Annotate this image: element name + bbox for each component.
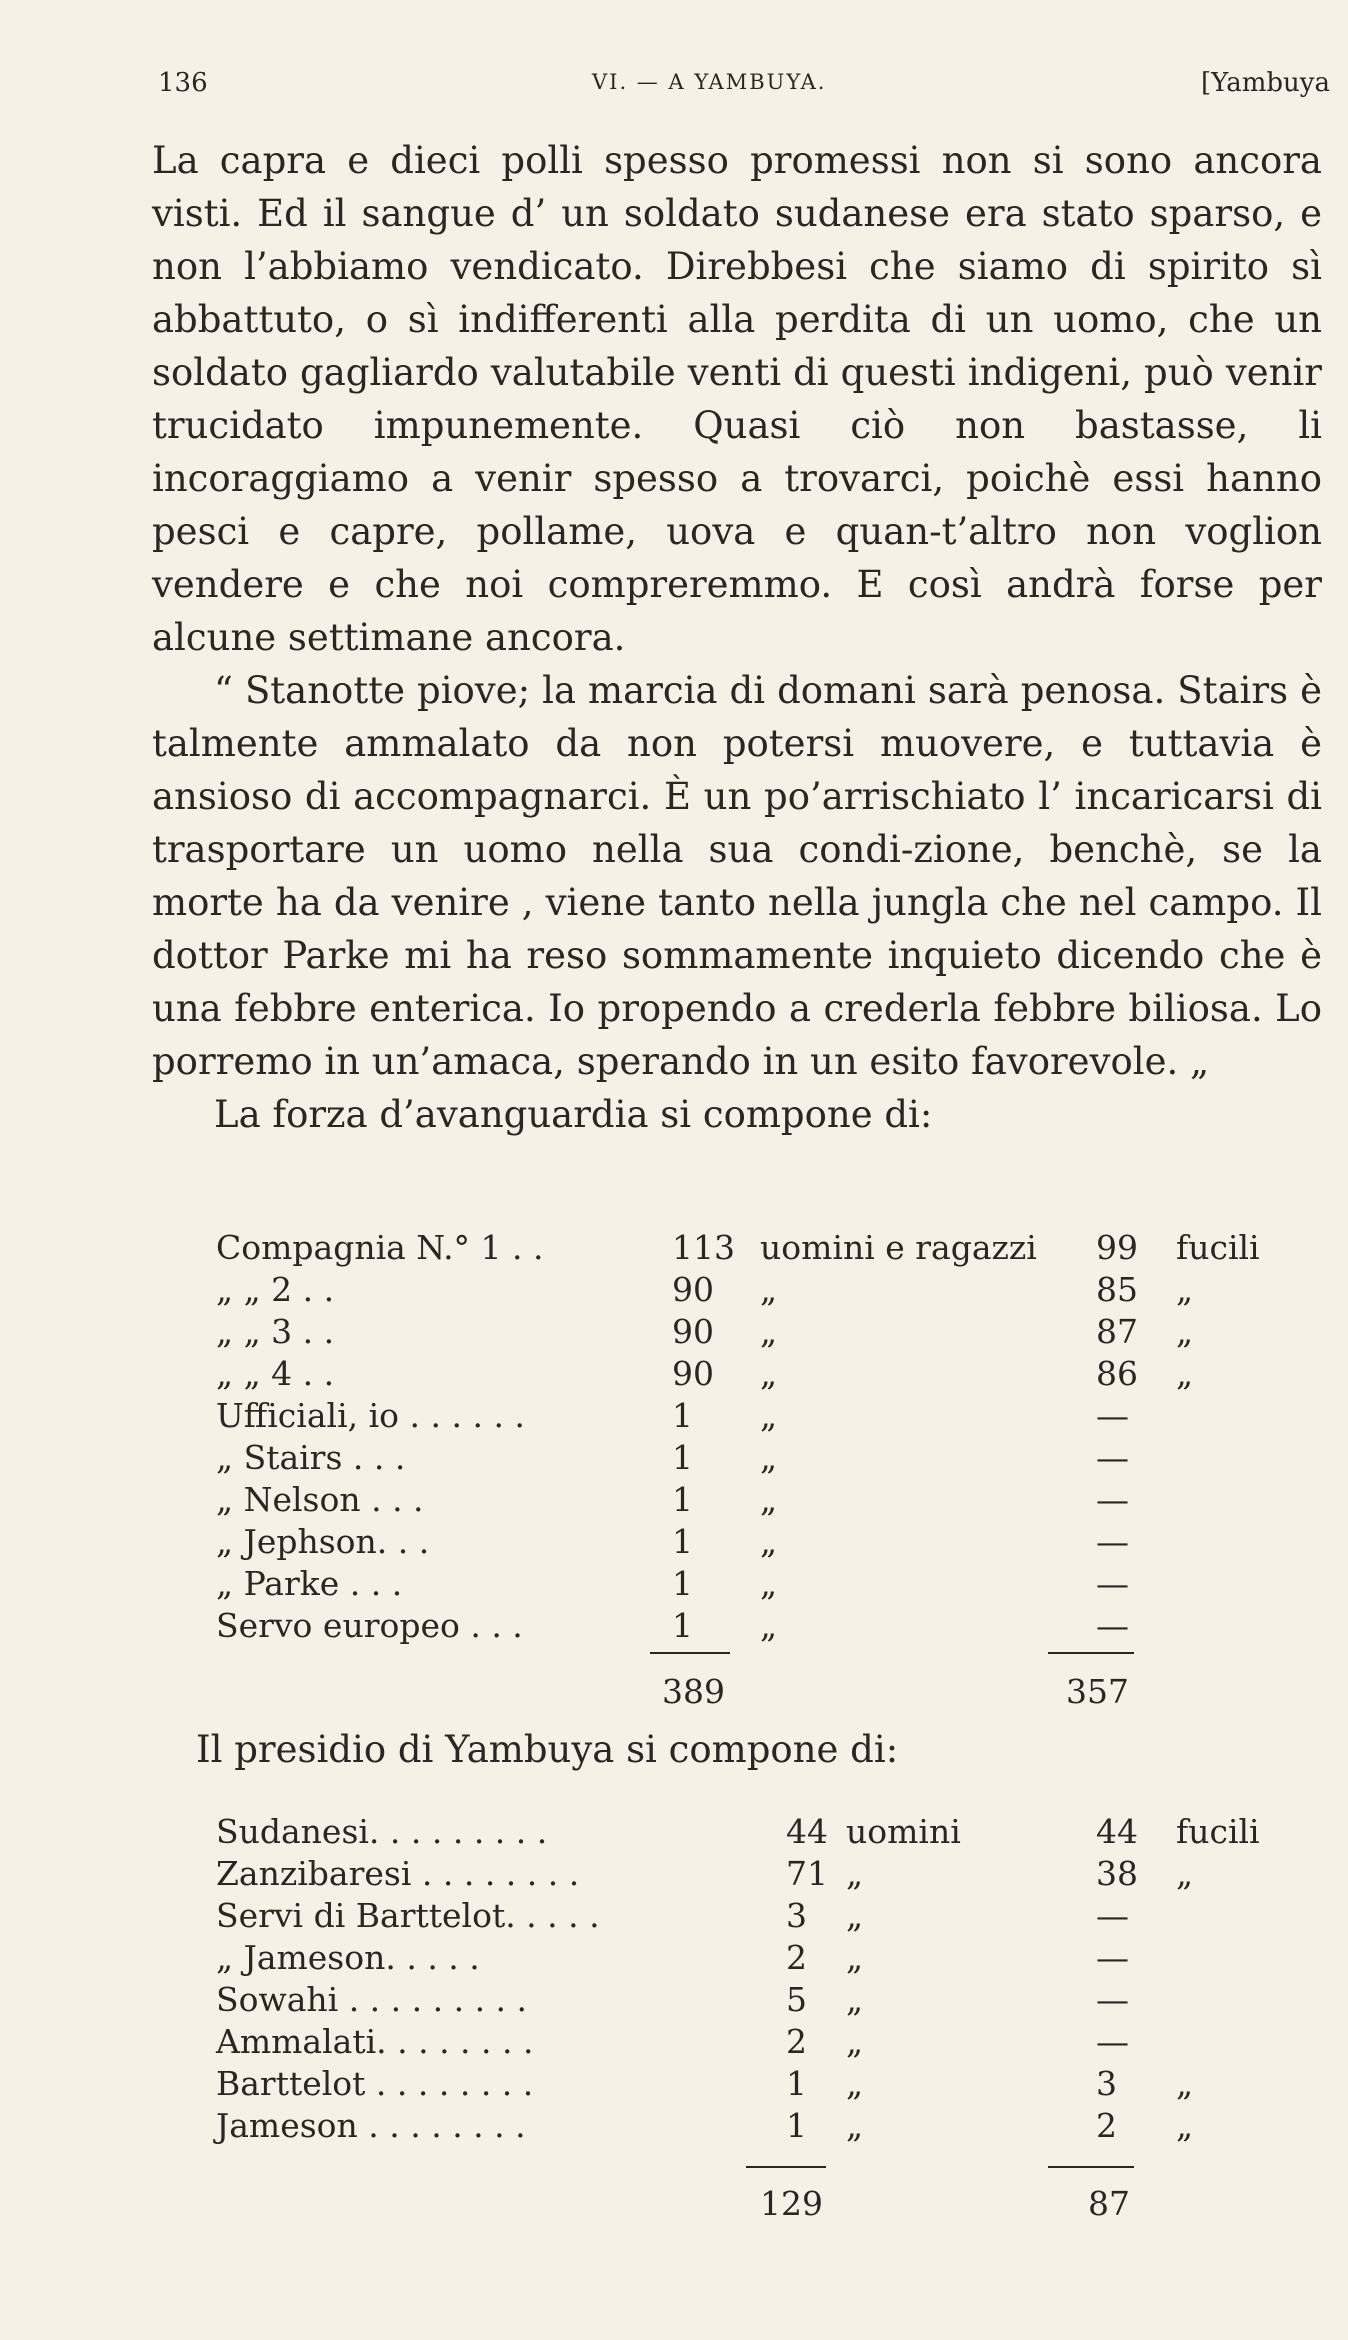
table1-total-guns: 357	[1066, 1672, 1129, 1711]
row-men-unit: uomini	[846, 1812, 961, 1851]
row-guns-unit: fucili	[1176, 1228, 1260, 1267]
row-guns: 3	[1096, 2064, 1117, 2103]
row-label: Ammalati. . . . . . . .	[216, 2022, 534, 2061]
row-label: Servo europeo . . .	[216, 1606, 523, 1645]
row-guns-unit: „	[1176, 1312, 1194, 1351]
row-guns: —	[1096, 1522, 1129, 1561]
row-label: „ „ 4 . .	[216, 1354, 335, 1393]
row-guns: —	[1096, 1564, 1129, 1603]
paragraph-1: La capra e dieci polli spesso promessi non si sono ancora visti. Ed il sangue d’ un soldato sudanese era stato sparso, e non l’abbiamo vendicato. Direbbesi che siamo di spirito sì abbattuto, o sì indifferenti alla perdita di un uomo, che un soldato gagliardo valutabile venti di questi indigeni, può venir trucidato impunemente. Quasi ciò non bastasse, li incoraggiamo a venir spesso a trovarci, poichè essi hanno pesci e capre, pollame, uova e quan-t’altro non voglion vendere e che noi compreremmo. E così andrà forse per alcune settimane ancora.	[152, 139, 1322, 659]
running-title: VI. — A YAMBUYA.	[592, 70, 827, 94]
table-row	[0, 1522, 1348, 1562]
row-men-unit: „	[760, 1564, 778, 1603]
table-row	[0, 1564, 1348, 1604]
table-row	[0, 1312, 1348, 1352]
row-guns: 2	[1096, 2106, 1117, 2145]
row-men: 3	[786, 1896, 807, 1935]
page-number: 136	[158, 68, 208, 98]
page-header	[158, 68, 1330, 108]
row-men-unit: „	[846, 1896, 864, 1935]
row-men: 1	[672, 1396, 693, 1435]
table-row	[0, 1854, 1348, 1894]
row-men: 90	[672, 1270, 714, 1309]
row-guns: —	[1096, 1980, 1129, 2019]
table1-men-rule	[650, 1652, 730, 1654]
row-label: Zanzibaresi . . . . . . . .	[216, 1854, 580, 1893]
table-row	[0, 1396, 1348, 1436]
table-row	[0, 1812, 1348, 1852]
row-men: 1	[672, 1606, 693, 1645]
row-label: „ „ 2 . .	[216, 1270, 335, 1309]
table-row	[0, 1228, 1348, 1268]
row-guns: 85	[1096, 1270, 1138, 1309]
table-row	[0, 2022, 1348, 2062]
row-men: 1	[672, 1438, 693, 1477]
row-men: 1	[672, 1480, 693, 1519]
row-guns: —	[1096, 1480, 1129, 1519]
row-label: Barttelot . . . . . . . .	[216, 2064, 534, 2103]
table1-guns-rule	[1048, 1652, 1134, 1654]
row-men: 90	[672, 1354, 714, 1393]
side-note: [Yambuya	[1200, 68, 1330, 98]
row-men: 1	[672, 1564, 693, 1603]
row-men: 2	[786, 1938, 807, 1977]
row-men-unit: „	[760, 1522, 778, 1561]
row-men: 71	[786, 1854, 828, 1893]
row-guns-unit: „	[1176, 2064, 1194, 2103]
table-row	[0, 1896, 1348, 1936]
row-guns-unit: fucili	[1176, 1812, 1260, 1851]
row-men: 5	[786, 1980, 807, 2019]
row-guns: —	[1096, 1606, 1129, 1645]
row-guns-unit: „	[1176, 2106, 1194, 2145]
table-row	[0, 1270, 1348, 1310]
row-label: Sowahi . . . . . . . . .	[216, 1980, 528, 2019]
row-men-unit: „	[846, 1980, 864, 2019]
row-men-unit: „	[760, 1354, 778, 1393]
table1-total-men: 389	[662, 1672, 725, 1711]
row-guns: —	[1096, 1938, 1129, 1977]
table2-men-rule	[746, 2166, 826, 2168]
row-label: „ Jameson. . . . .	[216, 1938, 480, 1977]
row-label: „ Jephson. . .	[216, 1522, 430, 1561]
row-guns-unit: „	[1176, 1354, 1194, 1393]
table-row	[0, 2064, 1348, 2104]
body-text	[152, 134, 1322, 1141]
row-label: Jameson . . . . . . . .	[216, 2106, 526, 2145]
row-men-unit: „	[760, 1606, 778, 1645]
row-men: 113	[672, 1228, 735, 1267]
row-men: 1	[786, 2106, 807, 2145]
row-men-unit: „	[846, 2064, 864, 2103]
paragraph-2: “ Stanotte piove; la marcia di domani sarà penosa. Stairs è talmente ammalato da non potersi muovere, e tuttavia è ansioso di accompagnarci. È un po’arrischiato l’ incaricarsi di trasportare un uomo nella sua condi-zione, benchè, se la morte ha da venire , viene tanto nella jungla che nel campo. Il dottor Parke mi ha reso sommamente inquieto dicendo che è una febbre enterica. Io propendo a crederla febbre biliosa. Lo porremo in un’amaca, sperando in un esito favorevole. „	[152, 669, 1322, 1083]
paragraph-3: La forza d’avanguardia si compone di:	[214, 1093, 933, 1136]
row-men: 1	[672, 1522, 693, 1561]
table-row	[0, 1938, 1348, 1978]
row-men-unit: „	[760, 1270, 778, 1309]
row-men-unit: „	[760, 1438, 778, 1477]
row-men: 2	[786, 2022, 807, 2061]
row-men-unit: „	[846, 2022, 864, 2061]
row-guns: 87	[1096, 1312, 1138, 1351]
row-guns: —	[1096, 2022, 1129, 2061]
row-guns: —	[1096, 1896, 1129, 1935]
row-guns: 86	[1096, 1354, 1138, 1393]
table-row	[0, 2106, 1348, 2146]
table-row	[0, 1980, 1348, 2020]
row-label: Compagnia N.° 1 . .	[216, 1228, 544, 1267]
row-label: Ufficiali, io . . . . . .	[216, 1396, 525, 1435]
table2-guns-rule	[1048, 2166, 1134, 2168]
table-row	[0, 1606, 1348, 1646]
row-guns-unit: „	[1176, 1270, 1194, 1309]
row-label: „ Nelson . . .	[216, 1480, 424, 1519]
table-row	[0, 1354, 1348, 1394]
row-men-unit: „	[846, 1854, 864, 1893]
row-guns: —	[1096, 1438, 1129, 1477]
row-guns: 99	[1096, 1228, 1138, 1267]
row-guns-unit: „	[1176, 1854, 1194, 1893]
row-men: 90	[672, 1312, 714, 1351]
row-guns: 38	[1096, 1854, 1138, 1893]
table2-total-guns: 87	[1088, 2184, 1130, 2223]
row-men-unit: „	[846, 1938, 864, 1977]
row-men-unit: „	[760, 1480, 778, 1519]
table-row	[0, 1480, 1348, 1520]
row-label: „ „ 3 . .	[216, 1312, 335, 1351]
row-men-unit: uomini e ragazzi	[760, 1228, 1037, 1267]
row-guns: —	[1096, 1396, 1129, 1435]
row-label: „ Stairs . . .	[216, 1438, 406, 1477]
row-label: Servi di Barttelot. . . . .	[216, 1896, 600, 1935]
row-men: 44	[786, 1812, 828, 1851]
row-label: Sudanesi. . . . . . . . .	[216, 1812, 548, 1851]
table-row	[0, 1438, 1348, 1478]
row-men: 1	[786, 2064, 807, 2103]
garrison-heading: Il presidio di Yambuya si compone di:	[196, 1728, 899, 1771]
row-men-unit: „	[846, 2106, 864, 2145]
row-guns: 44	[1096, 1812, 1138, 1851]
row-men-unit: „	[760, 1396, 778, 1435]
row-label: „ Parke . . .	[216, 1564, 403, 1603]
table2-total-men: 129	[760, 2184, 823, 2223]
row-men-unit: „	[760, 1312, 778, 1351]
